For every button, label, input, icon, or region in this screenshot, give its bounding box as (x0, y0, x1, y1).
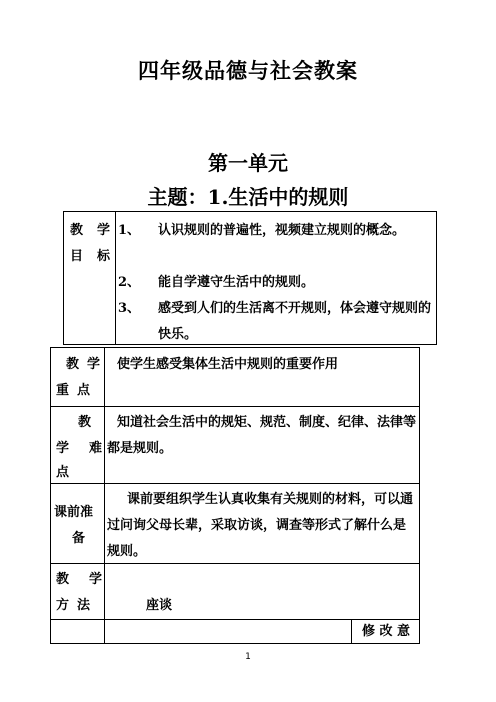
row-separator (50, 483, 420, 484)
objective-item-1 (118, 218, 436, 244)
objectives-label-line1: 教 学 (70, 223, 110, 238)
row-separator (50, 406, 420, 407)
preparation-label-line1: 课前准 (54, 505, 94, 520)
objective-text: 认识规则的普遍性，视频建立规则的概念。 (158, 223, 406, 238)
difficulties-text: 知道社会生活中的规矩、规范、制度、纪律、法律等都是规则。 (107, 415, 417, 456)
key-points-text: 使学生感受集体生活中规则的重要作用 (117, 357, 339, 372)
difficulties-label-line1: 教 (78, 415, 92, 430)
key-points-label-line2: 重 点 (56, 383, 90, 398)
method-text: 座谈 (146, 598, 173, 613)
document-title: 四年级品德与社会教案 (138, 58, 358, 83)
difficulties-label-line2: 学 难 (56, 441, 102, 456)
preparation-label-line2: 备 (72, 531, 86, 546)
objective-item-2 (118, 270, 436, 296)
revision-label: 修 改 意 (362, 624, 411, 639)
preparation-text: 课前要组织学生认真收集有关规则的材料，可以通过问询父母长辈，采取访谈，调查等形式了解什么是规则。 (107, 492, 414, 559)
difficulties-label-line3: 点 (56, 465, 70, 480)
unit-heading: 第一单元 (208, 151, 288, 175)
objectives-divider (115, 211, 116, 345)
objective-item-3 (118, 296, 436, 348)
key-points-label-line1: 教 学 (66, 357, 100, 372)
revision-divider-left (104, 619, 105, 644)
objectives-label-line2: 目 标 (70, 249, 110, 264)
page-number: 1 (245, 652, 251, 662)
objective-text: 感受到人们的生活离不开规则，体会遵守规则的快乐。 (158, 301, 432, 342)
objective-text: 能自学遵守生活中的规则。 (158, 275, 315, 290)
objective-number: 2、 (118, 275, 141, 290)
objective-number: 3、 (118, 301, 141, 316)
method-label-line2: 方 法 (56, 598, 90, 613)
objective-number: 1、 (118, 223, 141, 238)
topic-heading: 主题：1.生活中的规则 (147, 185, 349, 209)
revision-divider-right (351, 619, 352, 644)
method-label-line1: 教 学 (56, 572, 102, 587)
